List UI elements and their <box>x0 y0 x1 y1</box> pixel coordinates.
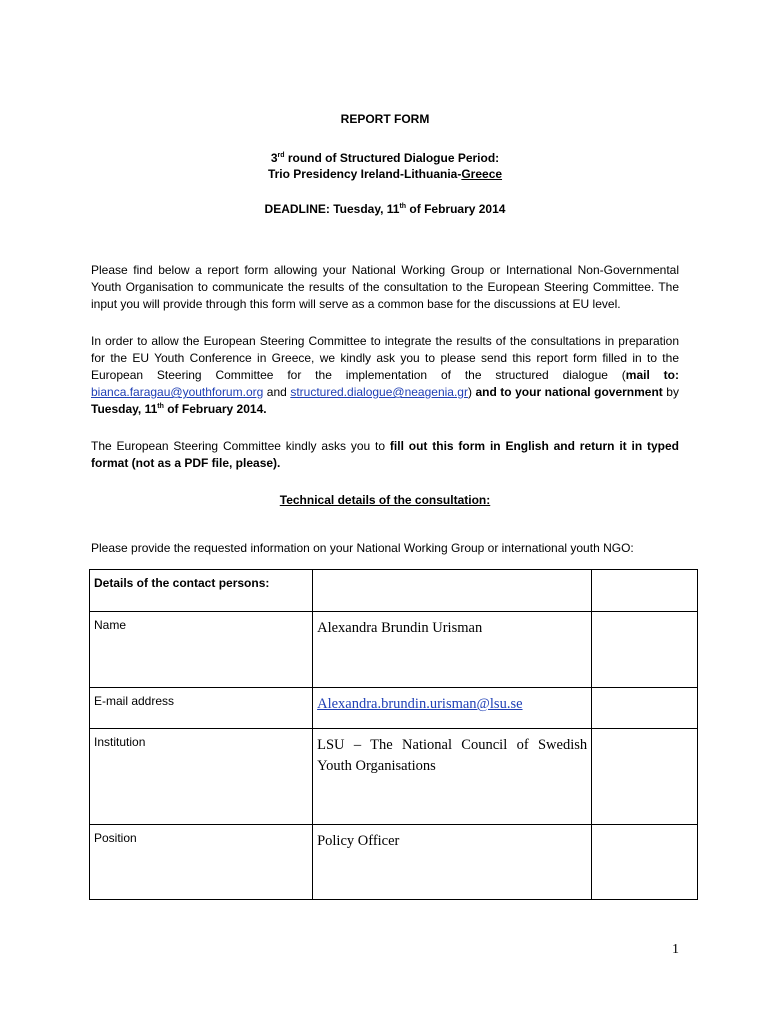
technical-details-heading: Technical details of the consultation: <box>279 493 491 507</box>
round-heading: 3rd round of Structured Dialogue Period: Trio Presidency Ireland-Lithuania-Greece <box>267 151 503 181</box>
row-label-email: E-mail address <box>90 688 313 729</box>
row-label-institution: Institution <box>90 729 313 825</box>
contact-email-link[interactable]: Alexandra.brundin.urisman@lsu.se <box>317 696 523 712</box>
table-row <box>90 612 698 688</box>
table-cell-empty[interactable] <box>592 570 698 612</box>
row-value-position[interactable]: Policy Officer <box>313 825 592 900</box>
table-cell-empty[interactable] <box>592 729 698 825</box>
row-value-institution[interactable]: LSU – The National Council of Swedish Youth Organisations <box>313 729 592 825</box>
page-number: 1 <box>672 942 679 957</box>
intro-paragraph: Please find below a report form allowing your National Working Group or International Non-Governmental Youth Organisation to communicate the results of the consultation to the European Steering Committee. The input you will provide through this form will serve as a common base for the discussions at EU level. <box>91 263 679 311</box>
format-note-paragraph: The European Steering Committee kindly asks you to fill out this form in English and return it in typed format (not as a PDF file, please). <box>91 439 680 470</box>
table-row <box>90 729 698 825</box>
row-label-name: Name <box>90 612 313 688</box>
table-row <box>90 688 698 729</box>
report-title: REPORT FORM <box>340 112 430 126</box>
contact-details-table <box>89 569 698 900</box>
table-cell-empty[interactable] <box>592 825 698 900</box>
row-label-position: Position <box>90 825 313 900</box>
table-cell-empty[interactable] <box>592 612 698 688</box>
table-row <box>90 825 698 900</box>
deadline-heading: DEADLINE: Tuesday, 11th of February 2014 <box>264 202 506 216</box>
row-value-email[interactable] <box>313 688 592 729</box>
table-cell-empty[interactable] <box>313 570 592 612</box>
table-header-cell: Details of the contact persons: <box>90 570 313 612</box>
row-value-name[interactable]: Alexandra Brundin Urisman <box>313 612 592 688</box>
provide-info-paragraph: Please provide the requested information on your National Working Group or international youth NGO: <box>91 541 634 555</box>
email-link-youthforum[interactable]: bianca.faragau@youthforum.org <box>91 385 264 399</box>
table-header-row <box>90 570 698 612</box>
table-cell-empty[interactable] <box>592 688 698 729</box>
request-paragraph: In order to allow the European Steering Committee to integrate the results of the consultations in preparation for the EU Youth Conference in Greece, we kindly ask you to please send this report form filled in to the European Steering Committee for the implementation of the structured dialogue (mail to: bianca.faragau@youthforum.org and structured.dialogue@neagenia.gr) and to your national government by Tuesday, 11th of February 2014. <box>91 334 679 416</box>
email-link-neagenia[interactable]: structured.dialogue@neagenia.gr <box>290 385 468 399</box>
